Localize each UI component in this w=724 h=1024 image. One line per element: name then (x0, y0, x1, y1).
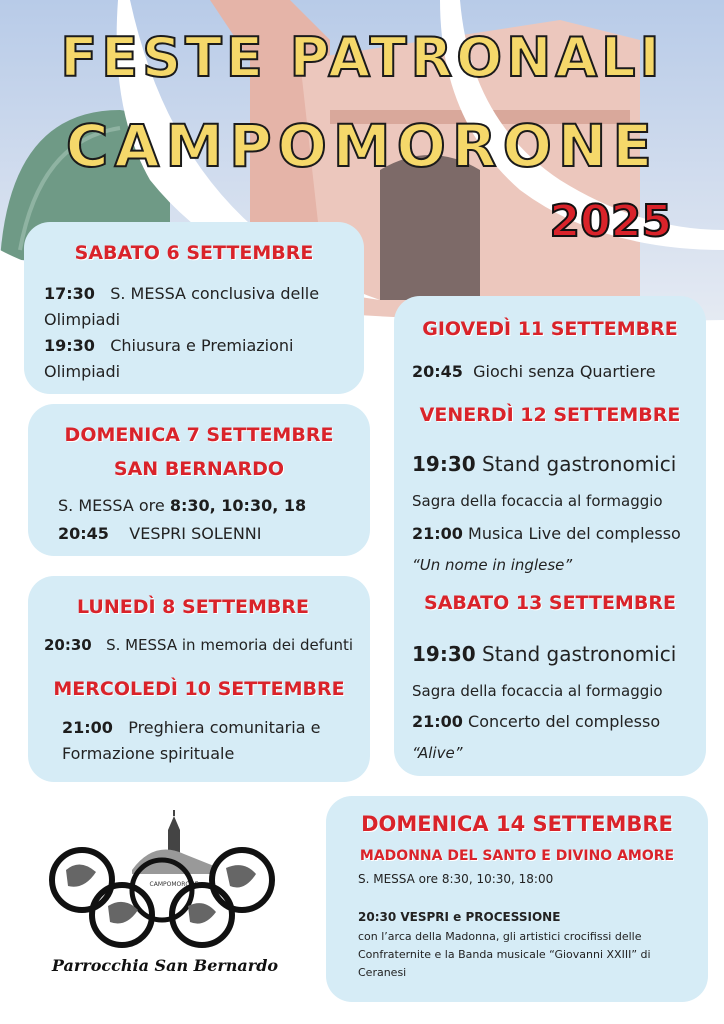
title-line1: FESTE PATRONALI (60, 26, 664, 89)
description-line: con l’arca della Madonna, gli artistici crocifissi delle (358, 930, 642, 943)
card-heading: GIOVEDÌ 11 SETTEMBRE (422, 318, 678, 340)
event-time: 17:30 (44, 284, 95, 303)
event-text: S. MESSA conclusiva delle (110, 284, 320, 303)
logo-emblem-text: CAMPOMORONE (149, 881, 199, 888)
event-line (62, 718, 320, 737)
card-subheading: MADONNA DEL SANTO E DIVINO AMORE (359, 848, 675, 864)
event-line (412, 642, 676, 666)
card-heading: DOMENICA 7 SETTEMBRE (64, 424, 334, 446)
mass-times-line: S. MESSA ore 8:30, 10:30, 18:00 (358, 872, 554, 886)
event-time: 20:45 (412, 362, 463, 381)
band-name: “Un nome in inglese” (412, 556, 573, 574)
vespri-line: 20:30 VESPRI e PROCESSIONE (358, 910, 561, 924)
mass-times: 8:30, 10:30, 18 (169, 496, 307, 515)
event-text: Chiusura e Premiazioni (110, 336, 294, 355)
event-line (58, 524, 262, 543)
title-line2: CAMPOMORONE (65, 112, 659, 180)
event-time: 21:00 (412, 524, 463, 543)
card-subheading: SAN BERNARDO (113, 458, 285, 480)
event-time: 19:30 (412, 642, 476, 666)
mass-times-line (58, 496, 306, 515)
card-lunedi-mercoledi (28, 576, 370, 782)
card-domenica-14 (326, 796, 708, 1002)
event-line (44, 284, 319, 303)
event-subtext: Sagra della focaccia al formaggio (412, 492, 663, 510)
card-heading: VENERDÌ 12 SETTEMBRE (419, 404, 681, 426)
event-line (44, 336, 293, 355)
event-text: Stand gastronomici (482, 642, 677, 666)
olympic-rings-church-logo-icon (44, 810, 284, 960)
event-time: 20:45 (58, 524, 109, 543)
card-heading: LUNEDÌ 8 SETTEMBRE (76, 596, 310, 618)
event-line (44, 636, 353, 654)
mass-prefix: S. MESSA ore (58, 496, 165, 515)
event-text: VESPRI SOLENNI (129, 524, 262, 543)
event-line-cont: Olimpiadi (44, 310, 121, 329)
event-subtext: Sagra della focaccia al formaggio (412, 682, 663, 700)
event-text: Giochi senza Quartiere (473, 362, 656, 381)
event-line-cont: Formazione spirituale (62, 744, 235, 763)
card-heading: SABATO 6 SETTEMBRE (74, 242, 314, 264)
event-line-cont: Olimpiadi (44, 362, 121, 381)
card-heading: MERCOLEDÌ 10 SETTEMBRE (53, 678, 345, 700)
description-line: Ceranesi (358, 966, 407, 979)
event-line (412, 524, 681, 543)
year-label: 2025 (549, 196, 672, 247)
card-giovedi-venerdi-sabato (394, 296, 706, 776)
event-time: 20:30 (44, 636, 92, 654)
event-time: 21:00 (412, 712, 463, 731)
band-name: “Alive” (412, 744, 463, 762)
event-text: Preghiera comunitaria e (128, 718, 321, 737)
logo-caption: Parrocchia San Bernardo (51, 956, 279, 975)
card-sabato-6 (24, 222, 364, 394)
event-time: 21:00 (62, 718, 113, 737)
event-line (412, 362, 656, 381)
card-heading: DOMENICA 14 SETTEMBRE (361, 812, 673, 836)
event-time: 19:30 (44, 336, 95, 355)
card-heading: SABATO 13 SETTEMBRE (424, 592, 676, 614)
event-line (412, 712, 660, 731)
card-domenica-7 (28, 404, 370, 556)
event-text: Concerto del complesso (468, 712, 661, 731)
event-time: 19:30 (412, 452, 476, 476)
event-line (412, 452, 676, 476)
event-text: S. MESSA in memoria dei defunti (106, 636, 354, 654)
event-text: Musica Live del complesso (468, 524, 681, 543)
event-text: Stand gastronomici (482, 452, 677, 476)
description-line: Confraternite e la Banda musicale “Giovanni XXIII” di (358, 948, 651, 961)
